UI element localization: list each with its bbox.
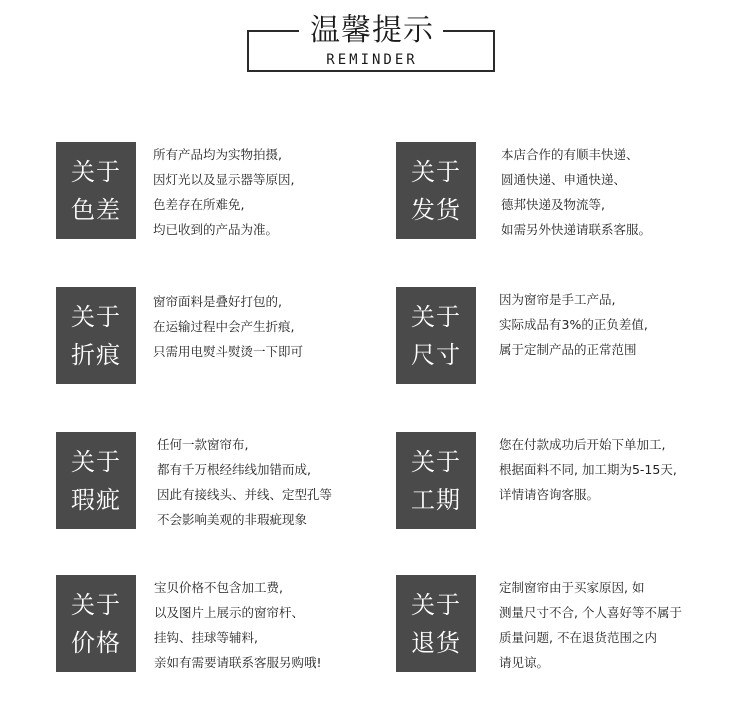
card-text-line: 因为窗帘是手工产品, <box>499 292 616 307</box>
badge-line-2: 退货 <box>411 628 461 657</box>
card-text-line: 实际成品有3%的正负差值, <box>499 317 648 332</box>
card-text-line: 不会影响美观的非瑕疵现象 <box>157 512 308 527</box>
badge-line-1: 关于 <box>71 590 121 619</box>
card-text <box>499 287 739 362</box>
card-text-line: 挂钩、挂球等辅料, <box>154 630 258 645</box>
badge-line-1: 关于 <box>71 447 121 476</box>
card-text <box>501 142 741 242</box>
card-badge <box>56 287 136 384</box>
card-text-line: 圆通快递、申通快递、 <box>501 172 627 187</box>
card-text-line: 如需另外快递请联系客服。 <box>501 222 652 237</box>
card-text-line: 根据面料不同, 加工期为5-15天, <box>499 462 677 477</box>
badge-line-1: 关于 <box>411 447 461 476</box>
badge-line-2: 折痕 <box>71 340 121 369</box>
page-subtitle: REMINDER <box>326 52 418 68</box>
card-text-line: 宝贝价格不包含加工费, <box>154 580 283 595</box>
card-text-line: 色差存在所难免, <box>153 197 245 212</box>
card-text-line: 因灯光以及显示器等原因, <box>153 172 295 187</box>
card-text-line: 在运输过程中会产生折痕, <box>153 319 295 334</box>
badge-line-2: 瑕疵 <box>71 485 121 514</box>
badge-line-1: 关于 <box>71 302 121 331</box>
badge-line-1: 关于 <box>411 590 461 619</box>
card-text-line: 本店合作的有顺丰快递、 <box>501 147 639 162</box>
badge-line-1: 关于 <box>411 302 461 331</box>
card-badge <box>396 287 476 384</box>
notice-creases <box>56 287 386 387</box>
notice-returns <box>396 575 726 675</box>
card-text-line: 都有千万根经纬线加错而成, <box>157 462 311 477</box>
card-badge <box>396 142 476 239</box>
notice-lead-time <box>396 432 726 532</box>
card-text <box>499 432 739 507</box>
card-text-line: 窗帘面料是叠好打包的, <box>153 294 282 309</box>
card-text <box>153 142 393 242</box>
card-text-line: 详情请咨询客服。 <box>499 487 600 502</box>
notice-size <box>396 287 726 387</box>
reminder-header <box>245 12 499 76</box>
card-text <box>153 289 393 364</box>
card-text-line: 任何一款窗帘布, <box>157 437 249 452</box>
card-text <box>157 432 397 532</box>
page-title: 温馨提示 <box>310 13 434 48</box>
card-text-line: 德邦快递及物流等, <box>501 197 605 212</box>
card-text-line: 只需用电熨斗熨烫一下即可 <box>153 344 304 359</box>
card-badge <box>56 142 136 239</box>
badge-line-1: 关于 <box>411 157 461 186</box>
notice-color-difference <box>56 142 386 242</box>
card-text-line: 所有产品均为实物拍摄, <box>153 147 282 162</box>
badge-line-2: 发货 <box>411 195 461 224</box>
card-text-line: 您在付款成功后开始下单加工, <box>499 437 666 452</box>
badge-line-2: 工期 <box>411 485 461 514</box>
notice-flaws <box>56 432 386 532</box>
card-text-line: 测量尺寸不合, 个人喜好等不属于 <box>499 605 682 620</box>
card-text-line: 以及图片上展示的窗帘杆、 <box>154 605 305 620</box>
notice-price <box>56 575 386 675</box>
card-text <box>154 575 394 675</box>
card-text-line: 定制窗帘由于买家原因, 如 <box>499 580 645 595</box>
card-badge <box>56 432 136 529</box>
badge-line-2: 尺寸 <box>411 340 461 369</box>
card-badge <box>396 432 476 529</box>
notice-shipping <box>396 142 726 242</box>
card-text-line: 亲如有需要请联系客服另购哦! <box>154 655 322 670</box>
badge-line-2: 色差 <box>71 195 121 224</box>
card-badge <box>396 575 476 672</box>
card-text-line: 属于定制产品的正常范围 <box>499 342 637 357</box>
card-text-line: 均已收到的产品为准。 <box>153 222 279 237</box>
badge-line-1: 关于 <box>71 157 121 186</box>
card-text-line: 因此有接线头、并线、定型孔等 <box>157 487 333 502</box>
card-text-line: 请见谅。 <box>499 655 550 670</box>
card-text-line: 质量问题, 不在退货范围之内 <box>499 630 657 645</box>
badge-line-2: 价格 <box>71 628 121 657</box>
card-badge <box>56 575 136 672</box>
card-text <box>499 575 739 675</box>
